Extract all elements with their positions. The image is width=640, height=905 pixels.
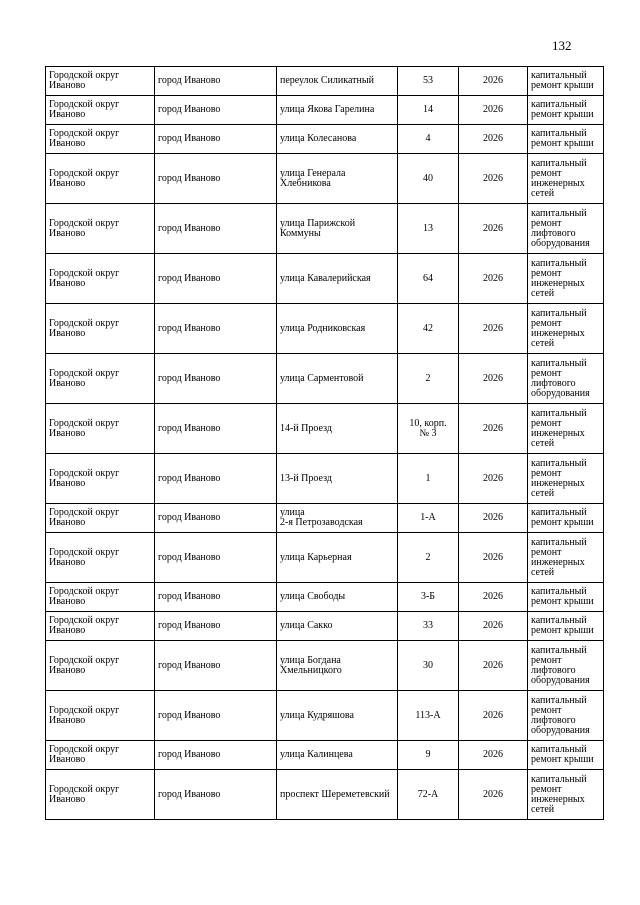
district-cell: [46, 304, 155, 354]
work-type-cell-text: капитальный ремонт лифтового оборудования: [531, 694, 590, 736]
year-cell: [459, 741, 528, 770]
table-row: [46, 612, 604, 641]
work-type-cell-text: капитальный ремонт крыши: [531, 128, 594, 149]
district-cell-text: Городской округ Иваново: [49, 783, 120, 805]
district-cell-text: Городской округ Иваново: [49, 507, 120, 528]
house-cell: [398, 691, 459, 741]
city-cell-text: город Иваново: [158, 222, 221, 234]
district-cell: [46, 583, 155, 612]
district-cell: [46, 204, 155, 254]
work-type-cell-text: капитальный ремонт крыши: [531, 615, 594, 636]
house-cell: [398, 504, 459, 533]
work-type-cell-text: капитальный ремонт лифтового оборудования: [531, 207, 590, 249]
street-cell: [277, 125, 398, 154]
house-cell-text: 30: [423, 659, 433, 671]
year-cell: [459, 125, 528, 154]
year-cell-text: 2026: [483, 104, 503, 115]
city-cell-text: город Иваново: [158, 788, 221, 800]
street-cell-text: улица Родниковская: [280, 322, 366, 334]
work-type-cell-text: капитальный ремонт инженерных сетей: [531, 257, 587, 299]
work-type-cell: [528, 154, 604, 204]
table-row: [46, 533, 604, 583]
city-cell: [155, 583, 277, 612]
work-type-cell-text: капитальный ремонт лифтового оборудования: [531, 644, 590, 686]
year-cell-text: 2026: [483, 75, 503, 86]
house-cell: [398, 404, 459, 454]
year-cell: [459, 612, 528, 641]
house-cell-text: 4: [425, 133, 431, 144]
table-row: [46, 125, 604, 154]
street-cell-text: улица Кудряшова: [280, 709, 354, 721]
house-cell-text: 40: [423, 172, 433, 184]
city-cell-text: город Иваново: [158, 172, 221, 184]
street-cell-text: улица Сакко: [280, 620, 333, 631]
city-cell-text: город Иваново: [158, 551, 221, 563]
year-cell-text: 2026: [483, 788, 503, 800]
work-type-cell-text: капитальный ремонт крыши: [531, 70, 594, 91]
year-cell-text: 2026: [483, 272, 503, 284]
city-cell: [155, 304, 277, 354]
city-cell: [155, 533, 277, 583]
work-type-cell: [528, 304, 604, 354]
year-cell-text: 2026: [483, 591, 503, 602]
work-type-cell-text: капитальный ремонт инженерных сетей: [531, 157, 587, 199]
street-cell: [277, 404, 398, 454]
year-cell-text: 2026: [483, 422, 503, 434]
year-cell: [459, 154, 528, 204]
city-cell-text: город Иваново: [158, 422, 221, 434]
street-cell-text: улица Генерала Хлебникова: [280, 167, 346, 189]
house-cell: [398, 254, 459, 304]
house-cell-text: 13: [423, 222, 433, 234]
street-cell-text: 14-й Проезд: [280, 422, 332, 434]
district-cell-text: Городской округ Иваново: [49, 586, 120, 607]
street-cell: [277, 67, 398, 96]
house-cell-text: 42: [423, 322, 433, 334]
work-type-cell: [528, 612, 604, 641]
house-cell: [398, 612, 459, 641]
district-cell: [46, 454, 155, 504]
year-cell: [459, 67, 528, 96]
house-cell-text: 1-А: [420, 512, 436, 523]
year-cell-text: 2026: [483, 620, 503, 631]
city-cell-text: город Иваново: [158, 620, 221, 631]
district-cell: [46, 691, 155, 741]
district-cell: [46, 354, 155, 404]
city-cell-text: город Иваново: [158, 659, 221, 671]
table-body: [46, 67, 604, 820]
city-cell-text: город Иваново: [158, 322, 221, 334]
house-cell: [398, 304, 459, 354]
city-cell-text: город Иваново: [158, 372, 221, 384]
street-cell: [277, 154, 398, 204]
work-type-cell: [528, 641, 604, 691]
street-cell-text: улица Кавалерийская: [280, 272, 371, 284]
year-cell-text: 2026: [483, 372, 503, 384]
district-cell-text: Городской округ Иваново: [49, 367, 120, 389]
city-cell: [155, 67, 277, 96]
city-cell: [155, 154, 277, 204]
year-cell-text: 2026: [483, 709, 503, 721]
city-cell-text: город Иваново: [158, 749, 221, 760]
table-row: [46, 770, 604, 820]
work-type-cell: [528, 691, 604, 741]
work-type-cell: [528, 504, 604, 533]
year-cell: [459, 204, 528, 254]
table-row: [46, 741, 604, 770]
city-cell-text: город Иваново: [158, 133, 221, 144]
city-cell-text: город Иваново: [158, 512, 221, 523]
table-row: [46, 583, 604, 612]
work-type-cell-text: капитальный ремонт инженерных сетей: [531, 773, 587, 815]
street-cell-text: улица Колесанова: [280, 133, 357, 144]
street-cell-text: переулок Силикатный: [280, 75, 374, 86]
district-cell-text: Городской округ Иваново: [49, 167, 120, 189]
year-cell-text: 2026: [483, 172, 503, 184]
year-cell-text: 2026: [483, 322, 503, 334]
work-type-cell: [528, 404, 604, 454]
year-cell: [459, 354, 528, 404]
work-type-cell-text: капитальный ремонт инженерных сетей: [531, 457, 587, 499]
city-cell: [155, 741, 277, 770]
street-cell-text: улица 2-я Петрозаводская: [280, 507, 363, 528]
house-cell-text: 10, корп. № 3: [409, 417, 447, 439]
house-cell-text: 33: [423, 620, 433, 631]
district-cell: [46, 125, 155, 154]
house-cell: [398, 454, 459, 504]
district-cell-text: Городской округ Иваново: [49, 704, 120, 726]
district-cell: [46, 504, 155, 533]
city-cell-text: город Иваново: [158, 272, 221, 284]
street-cell-text: проспект Шереметевский: [280, 788, 390, 800]
city-cell: [155, 354, 277, 404]
house-cell-text: 53: [423, 75, 433, 86]
district-cell: [46, 741, 155, 770]
street-cell: [277, 454, 398, 504]
street-cell-text: улица Карьерная: [280, 551, 352, 563]
year-cell-text: 2026: [483, 512, 503, 523]
street-cell: [277, 204, 398, 254]
table-row: [46, 154, 604, 204]
city-cell: [155, 770, 277, 820]
year-cell-text: 2026: [483, 749, 503, 760]
district-cell: [46, 254, 155, 304]
year-cell-text: 2026: [483, 659, 503, 671]
table-row: [46, 454, 604, 504]
street-cell: [277, 770, 398, 820]
city-cell-text: город Иваново: [158, 472, 221, 484]
street-cell-text: улица Калинцева: [280, 749, 353, 760]
year-cell-text: 2026: [483, 133, 503, 144]
work-type-cell: [528, 583, 604, 612]
district-cell: [46, 404, 155, 454]
year-cell: [459, 454, 528, 504]
district-cell-text: Городской округ Иваново: [49, 615, 120, 636]
city-cell-text: город Иваново: [158, 591, 221, 602]
work-type-cell: [528, 204, 604, 254]
house-cell: [398, 204, 459, 254]
district-cell: [46, 67, 155, 96]
year-cell: [459, 641, 528, 691]
city-cell: [155, 254, 277, 304]
year-cell: [459, 254, 528, 304]
work-type-cell: [528, 96, 604, 125]
work-type-cell: [528, 533, 604, 583]
table-row: [46, 96, 604, 125]
district-cell: [46, 641, 155, 691]
work-type-cell-text: капитальный ремонт крыши: [531, 586, 594, 607]
street-cell: [277, 354, 398, 404]
table-row: [46, 354, 604, 404]
table-row: [46, 204, 604, 254]
house-cell-text: 14: [423, 104, 433, 115]
street-cell: [277, 612, 398, 641]
street-cell-text: 13-й Проезд: [280, 472, 332, 484]
city-cell: [155, 691, 277, 741]
district-cell: [46, 612, 155, 641]
house-cell: [398, 741, 459, 770]
table-row: [46, 504, 604, 533]
house-cell: [398, 67, 459, 96]
house-cell: [398, 125, 459, 154]
district-cell-text: Городской округ Иваново: [49, 317, 120, 339]
street-cell: [277, 583, 398, 612]
city-cell: [155, 454, 277, 504]
house-cell: [398, 154, 459, 204]
table-row: [46, 304, 604, 354]
year-cell: [459, 304, 528, 354]
work-type-cell-text: капитальный ремонт крыши: [531, 507, 594, 528]
house-cell-text: 64: [423, 272, 433, 284]
district-cell-text: Городской округ Иваново: [49, 654, 120, 676]
street-cell: [277, 691, 398, 741]
work-type-cell: [528, 741, 604, 770]
house-cell-text: 3-Б: [420, 591, 436, 602]
table-row: [46, 404, 604, 454]
street-cell: [277, 741, 398, 770]
house-cell: [398, 641, 459, 691]
city-cell: [155, 204, 277, 254]
work-type-cell-text: капитальный ремонт крыши: [531, 744, 594, 765]
year-cell: [459, 770, 528, 820]
house-cell: [398, 770, 459, 820]
work-type-cell: [528, 67, 604, 96]
year-cell-text: 2026: [483, 222, 503, 234]
work-type-cell: [528, 354, 604, 404]
city-cell-text: город Иваново: [158, 75, 221, 86]
district-cell-text: Городской округ Иваново: [49, 744, 120, 765]
table-row: [46, 67, 604, 96]
district-cell-text: Городской округ Иваново: [49, 467, 120, 489]
year-cell: [459, 533, 528, 583]
house-cell: [398, 583, 459, 612]
district-cell-text: Городской округ Иваново: [49, 70, 120, 91]
street-cell: [277, 504, 398, 533]
city-cell: [155, 125, 277, 154]
year-cell: [459, 583, 528, 612]
house-cell: [398, 96, 459, 125]
district-cell-text: Городской округ Иваново: [49, 128, 120, 149]
work-type-cell: [528, 254, 604, 304]
work-type-cell-text: капитальный ремонт крыши: [531, 99, 594, 120]
year-cell: [459, 691, 528, 741]
house-cell-text: 2: [425, 551, 431, 563]
city-cell-text: город Иваново: [158, 709, 221, 721]
year-cell: [459, 504, 528, 533]
city-cell: [155, 641, 277, 691]
work-type-cell: [528, 454, 604, 504]
house-cell: [398, 533, 459, 583]
city-cell: [155, 96, 277, 125]
table-row: [46, 254, 604, 304]
work-type-cell-text: капитальный ремонт лифтового оборудования: [531, 357, 590, 399]
street-cell-text: улица Сарментовой: [280, 372, 364, 384]
page-number: 132: [552, 38, 572, 53]
street-cell-text: улица Парижской Коммуны: [280, 217, 356, 239]
house-cell: [398, 354, 459, 404]
district-cell: [46, 154, 155, 204]
table-row: [46, 641, 604, 691]
district-cell-text: Городской округ Иваново: [49, 99, 120, 120]
city-cell: [155, 404, 277, 454]
house-cell-text: 2: [425, 372, 431, 384]
work-type-cell-text: капитальный ремонт инженерных сетей: [531, 536, 587, 578]
street-cell: [277, 254, 398, 304]
year-cell: [459, 404, 528, 454]
house-cell-text: 1: [425, 472, 431, 484]
district-cell: [46, 770, 155, 820]
district-cell-text: Городской округ Иваново: [49, 546, 120, 568]
work-type-cell: [528, 770, 604, 820]
district-cell: [46, 533, 155, 583]
work-type-cell-text: капитальный ремонт инженерных сетей: [531, 307, 587, 349]
year-cell-text: 2026: [483, 472, 503, 484]
street-cell: [277, 641, 398, 691]
street-cell: [277, 304, 398, 354]
house-cell-text: 9: [425, 749, 431, 760]
district-cell-text: Городской округ Иваново: [49, 217, 120, 239]
street-cell: [277, 533, 398, 583]
city-cell: [155, 504, 277, 533]
year-cell-text: 2026: [483, 551, 503, 563]
year-cell: [459, 96, 528, 125]
house-cell-text: 113-А: [415, 709, 441, 721]
street-cell: [277, 96, 398, 125]
city-cell: [155, 612, 277, 641]
house-cell-text: 72-А: [417, 788, 439, 800]
district-cell-text: Городской округ Иваново: [49, 417, 120, 439]
work-type-cell-text: капитальный ремонт инженерных сетей: [531, 407, 587, 449]
housing-repair-table: [45, 66, 604, 820]
work-type-cell: [528, 125, 604, 154]
table-row: [46, 691, 604, 741]
city-cell-text: город Иваново: [158, 104, 221, 115]
street-cell-text: улица Богдана Хмельницкого: [280, 654, 342, 676]
district-cell: [46, 96, 155, 125]
street-cell-text: улица Свободы: [280, 591, 346, 602]
district-cell-text: Городской округ Иваново: [49, 267, 120, 289]
street-cell-text: улица Якова Гарелина: [280, 104, 375, 115]
